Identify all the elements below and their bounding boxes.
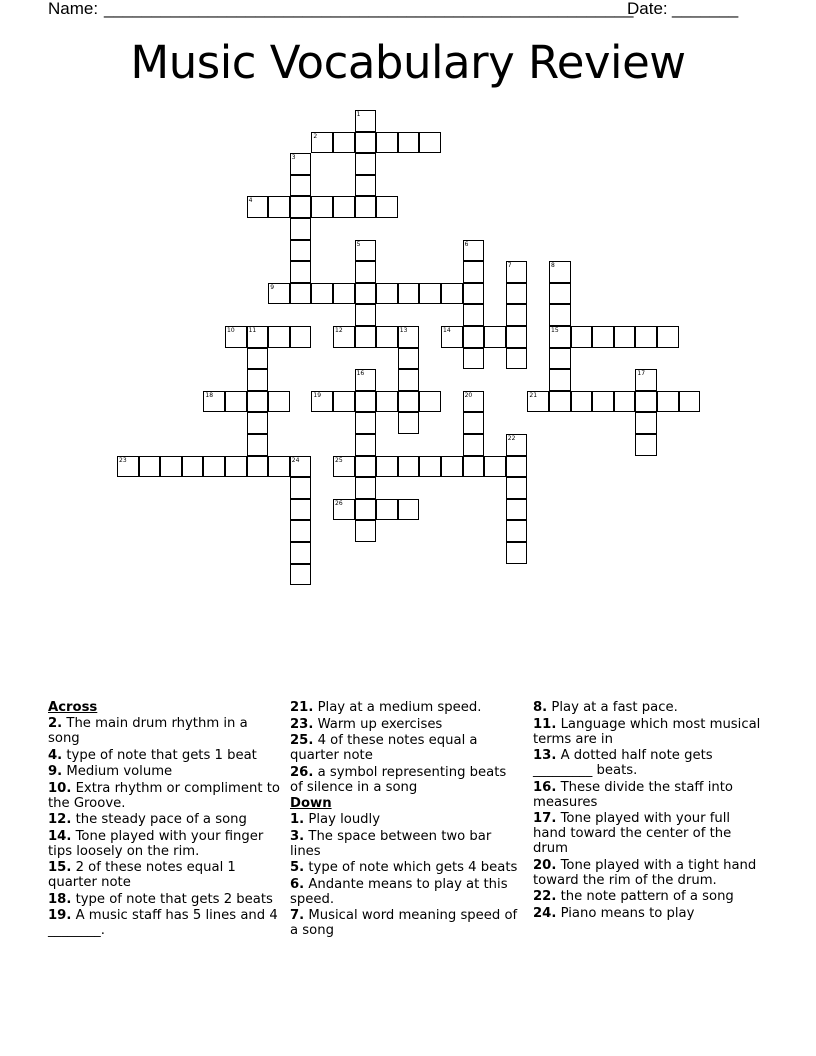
crossword-cell[interactable] [355,434,377,456]
clue-across-15 [48,860,280,890]
clue-text: Piano means to play [560,905,695,921]
crossword-cell[interactable] [463,304,485,326]
clue-text: Tone played with a tight hand toward the rim of the drum. [533,857,757,888]
clue-number: 4. [48,747,63,763]
crossword-cell[interactable] [463,456,485,478]
clue-number: 15. [48,860,72,875]
crossword-cell[interactable] [506,348,528,370]
clue-down-7 [290,908,522,938]
cell-number: 3 [291,154,296,162]
crossword-cell[interactable] [290,196,312,218]
clue-across-26 [290,765,522,795]
clue-across-10 [48,781,280,811]
crossword-cell[interactable] [225,391,247,413]
crossword-cell[interactable] [463,283,485,305]
crossword-cell[interactable] [355,175,377,197]
crossword-cell[interactable] [311,132,333,154]
crossword-cell[interactable] [549,369,571,391]
crossword-cell[interactable] [247,369,269,391]
crossword-cell[interactable] [679,391,701,413]
crossword-cell[interactable] [376,456,398,478]
date-label: Date: [627,0,668,18]
crossword-cell[interactable] [290,564,312,586]
cell-number: 19 [313,391,322,399]
clue-text: the steady pace of a song [75,812,247,827]
crossword-cell[interactable] [463,434,485,456]
cell-number: 21 [529,391,538,399]
clue-number: 1. [290,812,305,827]
crossword-cell[interactable] [117,456,139,478]
crossword-cell[interactable] [614,326,636,348]
clue-down-8 [533,700,765,715]
clue-number: 22. [533,889,557,904]
crossword-cell[interactable] [376,326,398,348]
cell-number: 12 [335,327,343,334]
clue-text: A music staff has 5 lines and 4 ________. [48,908,278,938]
crossword-cell[interactable] [419,283,441,305]
clue-text: These divide the staff into measures [533,779,733,810]
crossword-cell[interactable] [355,153,377,175]
crossword-cell[interactable] [355,499,377,521]
crossword-cell[interactable] [355,456,377,478]
clue-across-14 [48,829,280,859]
cell-number: 10 [227,327,235,334]
crossword-cell[interactable] [506,434,528,456]
cell-number: 7 [507,262,512,270]
cell-number: 22 [507,435,516,442]
crossword-cell[interactable] [571,326,593,348]
cell-number: 23 [119,456,127,464]
cell-number: 13 [399,327,408,334]
clue-text: type of note that gets 1 beat [66,747,257,763]
clue-number: 6. [290,876,305,892]
cell-number: 1 [356,111,361,118]
crossword-cell[interactable] [657,326,679,348]
crossword-cell[interactable] [657,391,679,413]
clue-down-22 [533,889,765,904]
crossword-cell[interactable] [247,456,269,478]
clue-number: 20. [533,857,557,873]
crossword-cell[interactable] [290,153,312,175]
clue-text: Language which most musical terms are in [533,716,761,747]
clue-text: The space between two bar lines [290,828,492,859]
cell-number: 20 [464,391,473,399]
crossword-cell[interactable] [506,542,528,564]
clue-text: 2 of these notes equal 1 quarter note [48,860,236,890]
name-field[interactable]: ________________________________________________________ [104,0,634,18]
cell-number: 4 [248,197,253,205]
crossword-cell[interactable] [311,283,333,305]
crossword-cell[interactable] [203,391,225,413]
cell-number: 9 [270,283,275,291]
crossword-cell[interactable] [463,391,485,413]
crossword-cell[interactable] [484,326,506,348]
crossword-cell[interactable] [419,391,441,413]
crossword-cell[interactable] [333,196,355,218]
crossword-cell[interactable] [635,434,657,456]
crossword-cell[interactable] [635,326,657,348]
crossword-cell[interactable] [290,175,312,197]
crossword-cell[interactable] [635,412,657,434]
clues-column-2 [290,700,522,940]
crossword-cell[interactable] [376,499,398,521]
crossword-cell[interactable] [333,326,355,348]
crossword-cell[interactable] [247,391,269,413]
crossword-cell[interactable] [376,132,398,154]
cell-number: 16 [356,370,365,378]
crossword-cell[interactable] [376,391,398,413]
crossword-cell[interactable] [247,326,269,348]
crossword-cell[interactable] [311,196,333,218]
clue-text: The main drum rhythm in a song [48,716,248,746]
cell-number: 25 [335,456,343,464]
cell-number: 6 [464,240,469,248]
crossword-cell[interactable] [290,477,312,499]
clue-number: 14. [48,828,72,844]
crossword-cell[interactable] [311,391,333,413]
crossword-cell[interactable] [463,412,485,434]
clue-across-23 [290,717,522,732]
crossword-cell[interactable] [506,261,528,283]
crossword-cell[interactable] [333,391,355,413]
crossword-cell[interactable] [506,456,528,478]
crossword-cell[interactable] [290,261,312,283]
clue-number: 19. [48,908,72,923]
clue-across-4 [48,748,280,763]
cell-number: 5 [356,240,361,248]
crossword-cell[interactable] [333,283,355,305]
clue-number: 16. [533,779,557,795]
crossword-cell[interactable] [398,326,420,348]
crossword-cell[interactable] [419,132,441,154]
crossword-cell[interactable] [506,326,528,348]
crossword-cell[interactable] [484,456,506,478]
crossword-cell[interactable] [355,304,377,326]
crossword-cell[interactable] [463,326,485,348]
crossword-cell[interactable] [549,304,571,326]
clue-text: 4 of these notes equal a quarter note [290,733,478,763]
crossword-cell[interactable] [333,132,355,154]
clue-down-16 [533,780,765,810]
page-title: Music Vocabulary Review [130,36,686,89]
crossword-cell[interactable] [635,391,657,413]
clue-down-20 [533,858,765,888]
crossword-cell[interactable] [355,261,377,283]
crossword-cell[interactable] [355,477,377,499]
clue-across-12 [48,812,280,827]
crossword-cell[interactable] [290,499,312,521]
name-label: Name: [48,0,99,18]
clues-column-3 [533,700,765,922]
crossword-cell[interactable] [549,283,571,305]
clues-column-1 [48,700,280,940]
crossword-cell[interactable] [376,196,398,218]
crossword-cell[interactable] [441,326,463,348]
crossword-cell[interactable] [506,283,528,305]
cell-number: 11 [248,327,257,334]
crossword-cell[interactable] [592,391,614,413]
clue-number: 18. [48,891,72,907]
clue-down-13 [533,748,765,778]
clue-down-3 [290,829,522,859]
crossword-cell[interactable] [247,434,269,456]
crossword-cell[interactable] [268,391,290,413]
crossword-cell[interactable] [290,326,312,348]
date-field[interactable]: _______ [672,0,739,18]
clue-across-2 [48,716,280,746]
crossword-cell[interactable] [355,196,377,218]
crossword-cell[interactable] [571,391,593,413]
crossword-cell[interactable] [419,456,441,478]
clue-across-18 [48,892,280,907]
crossword-cell[interactable] [247,412,269,434]
crossword-cell[interactable] [549,326,571,348]
clue-text: Play loudly [308,812,381,827]
crossword-cell[interactable] [398,456,420,478]
clue-number: 2. [48,716,63,731]
clue-number: 26. [290,764,314,780]
crossword-cell[interactable] [355,132,377,154]
cell-number: 2 [313,132,318,140]
crossword-cell[interactable] [463,240,485,262]
clue-across-19 [48,908,280,938]
crossword-cell[interactable] [355,326,377,348]
crossword-cell[interactable] [355,240,377,262]
clue-number: 25. [290,733,314,748]
cell-number: 24 [291,456,300,464]
crossword-cell[interactable] [268,283,290,305]
clue-text: Warm up exercises [317,716,443,732]
clue-text: Play at a fast pace. [551,700,678,715]
clue-text: Tone played with your finger tips loosely on the rim. [48,828,264,859]
crossword-cell[interactable] [506,477,528,499]
crossword-cell[interactable] [290,283,312,305]
clue-down-6 [290,877,522,907]
crossword-cell[interactable] [290,218,312,240]
clue-number: 11. [533,716,557,732]
crossword-cell[interactable] [614,391,636,413]
crossword-cell[interactable] [398,391,420,413]
crossword-cell[interactable] [635,369,657,391]
clue-down-17 [533,811,765,856]
clue-text: the note pattern of a song [560,889,734,904]
clue-text: Musical word meaning speed of a song [290,908,518,938]
crossword-cell[interactable] [139,456,161,478]
crossword-cell[interactable] [506,499,528,521]
crossword-cell[interactable] [247,196,269,218]
crossword-cell[interactable] [355,283,377,305]
clue-number: 9. [48,764,63,779]
clue-text: A dotted half note gets _________ beats. [533,748,713,778]
clue-text: Medium volume [66,764,173,779]
crossword-cell[interactable] [290,520,312,542]
clue-down-1 [290,812,522,827]
crossword-cell[interactable] [247,348,269,370]
cell-number: 26 [335,499,343,507]
crossword-cell[interactable] [333,499,355,521]
clue-text: Extra rhythm or compliment to the Groove. [48,780,280,811]
crossword-cell[interactable] [441,456,463,478]
clue-text: type of note which gets 4 beats [308,860,518,875]
clue-number: 10. [48,780,72,796]
crossword-cell[interactable] [376,283,398,305]
crossword-cell[interactable] [398,499,420,521]
crossword-cell[interactable] [527,391,549,413]
cell-number: 15 [551,327,559,334]
clue-down-24 [533,906,765,921]
crossword-cell[interactable] [160,456,182,478]
clue-across-21 [290,700,522,715]
clue-number: 21. [290,700,314,715]
crossword-cell[interactable] [398,132,420,154]
cell-number: 18 [205,391,214,399]
crossword-cell[interactable] [549,261,571,283]
clue-text: Play at a medium speed. [317,700,482,715]
clue-text: type of note that gets 2 beats [75,891,273,907]
clue-number: 8. [533,700,548,715]
crossword-cell[interactable] [290,240,312,262]
crossword-cell[interactable] [203,456,225,478]
down-heading: Down [290,796,332,811]
clue-number: 17. [533,811,557,826]
clue-number: 7. [290,908,305,923]
crossword-cell[interactable] [398,348,420,370]
across-heading: Across [48,700,98,715]
crossword-cell[interactable] [463,261,485,283]
crossword-cell[interactable] [333,456,355,478]
crossword-cell[interactable] [398,283,420,305]
crossword-cell[interactable] [290,542,312,564]
crossword-cell[interactable] [355,369,377,391]
crossword-cell[interactable] [355,412,377,434]
clue-number: 12. [48,812,72,827]
crossword-cell[interactable] [225,326,247,348]
clue-number: 13. [533,748,557,763]
crossword-cell[interactable] [398,412,420,434]
crossword-cell[interactable] [549,348,571,370]
clue-down-5 [290,860,522,875]
crossword-cell[interactable] [463,348,485,370]
crossword-cell[interactable] [592,326,614,348]
crossword-cell[interactable] [355,520,377,542]
crossword-cell[interactable] [268,456,290,478]
crossword-cell[interactable] [506,304,528,326]
crossword-cell[interactable] [441,283,463,305]
cell-number: 14 [443,327,451,334]
crossword-cell[interactable] [355,110,377,132]
clue-down-11 [533,717,765,747]
crossword-cell[interactable] [225,456,247,478]
clue-number: 23. [290,716,314,732]
crossword-cell[interactable] [506,520,528,542]
crossword-cell[interactable] [268,326,290,348]
clue-text: Tone played with your full hand toward the center of the drum [533,811,732,856]
clue-number: 3. [290,828,305,844]
crossword-cell[interactable] [290,456,312,478]
clue-text: a symbol representing beats of silence in a song [290,764,507,795]
crossword-cell[interactable] [182,456,204,478]
clue-text: Andante means to play at this speed. [290,876,508,907]
clue-number: 5. [290,860,305,875]
clue-across-25 [290,733,522,763]
crossword-cell[interactable] [398,369,420,391]
crossword-cell[interactable] [355,391,377,413]
crossword-cell[interactable] [268,196,290,218]
cell-number: 17 [637,370,646,378]
cell-number: 8 [551,262,555,270]
clue-number: 24. [533,905,557,921]
crossword-cell[interactable] [549,391,571,413]
clue-across-9 [48,764,280,779]
